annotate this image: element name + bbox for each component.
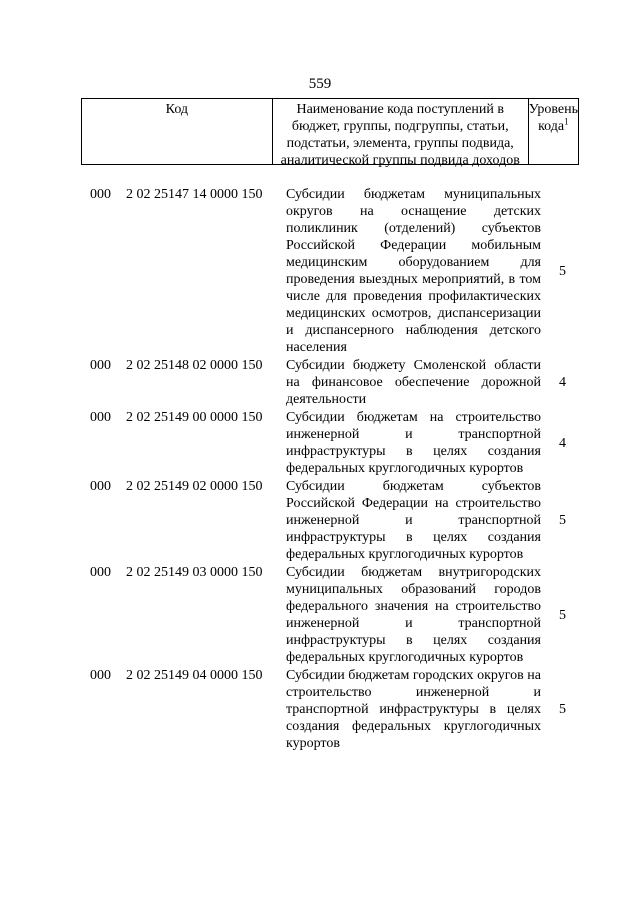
- budget-code: 2 02 25149 00 0000 150: [126, 410, 263, 425]
- budget-code: 2 02 25147 14 0000 150: [126, 187, 263, 202]
- code-name: Субсидии бюджетам на строительство инженерной и транспортной инфраструктуры в целях создания федеральных круглогодичных курортов: [286, 410, 541, 476]
- code-level: 4: [559, 435, 566, 451]
- code-name: Субсидии бюджетам муниципальных округов на оснащение детских поликлиник (отделений) субъектов Российской Федерации мобильным медицинским оборудованием для проведения выездных мероприятий, в том числе для проведения профилактических медицинских осмотров, диспансеризации и диспансерного наблюдения детского населения: [286, 187, 541, 355]
- table-row: [90, 409, 580, 477]
- header-name: Наименование кода поступлений в бюджет, группы, подгруппы, статьи, подстатьи, элемента, группы подвида, аналитической группы подвида доходов: [273, 99, 529, 164]
- admin-code: 000: [90, 410, 111, 425]
- code-level: 5: [559, 513, 566, 528]
- code-name: Субсидии бюджетам внутригородских муниципальных образований городов федерального значения на строительство инженерной и транспортной инфраструктуры в целях создания федеральных круглогодичных курортов: [286, 565, 541, 665]
- budget-code: 2 02 25149 03 0000 150: [126, 565, 263, 580]
- table-header: [81, 98, 579, 168]
- header-code: Код: [82, 99, 273, 164]
- level-footnote-mark: 1: [564, 116, 569, 127]
- table-row: [90, 186, 580, 356]
- admin-code: 000: [90, 358, 111, 373]
- table-row: [90, 564, 580, 666]
- table-body: [90, 186, 580, 753]
- table-row: [90, 667, 580, 752]
- code-name: Субсидии бюджетам городских округов на строительство инженерной и транспортной инфраструктуры в целях создания федеральных круглогодичных курортов: [286, 668, 541, 751]
- budget-code: 2 02 25149 04 0000 150: [126, 668, 263, 683]
- table-row: [90, 478, 580, 563]
- table-row: [90, 357, 580, 408]
- code-level: 5: [559, 702, 566, 717]
- admin-code: 000: [90, 187, 111, 202]
- page-number: 559: [308, 76, 332, 92]
- code-level: 5: [559, 263, 566, 279]
- budget-code: 2 02 25148 02 0000 150: [126, 358, 263, 373]
- code-name: Субсидии бюджету Смоленской области на финансовое обеспечение дорожной деятельности: [286, 358, 541, 407]
- header-level: [529, 99, 578, 164]
- code-level: 5: [559, 607, 566, 623]
- admin-code: 000: [90, 668, 111, 683]
- header-level-label: Уровень кода: [528, 102, 578, 134]
- code-level: 4: [559, 375, 566, 390]
- admin-code: 000: [90, 565, 111, 580]
- budget-code: 2 02 25149 02 0000 150: [126, 479, 263, 494]
- code-name: Субсидии бюджетам субъектов Российской Федерации на строительство инженерной и транспортной инфраструктуры в целях создания федеральных круглогодичных курортов: [286, 479, 541, 562]
- admin-code: 000: [90, 479, 111, 494]
